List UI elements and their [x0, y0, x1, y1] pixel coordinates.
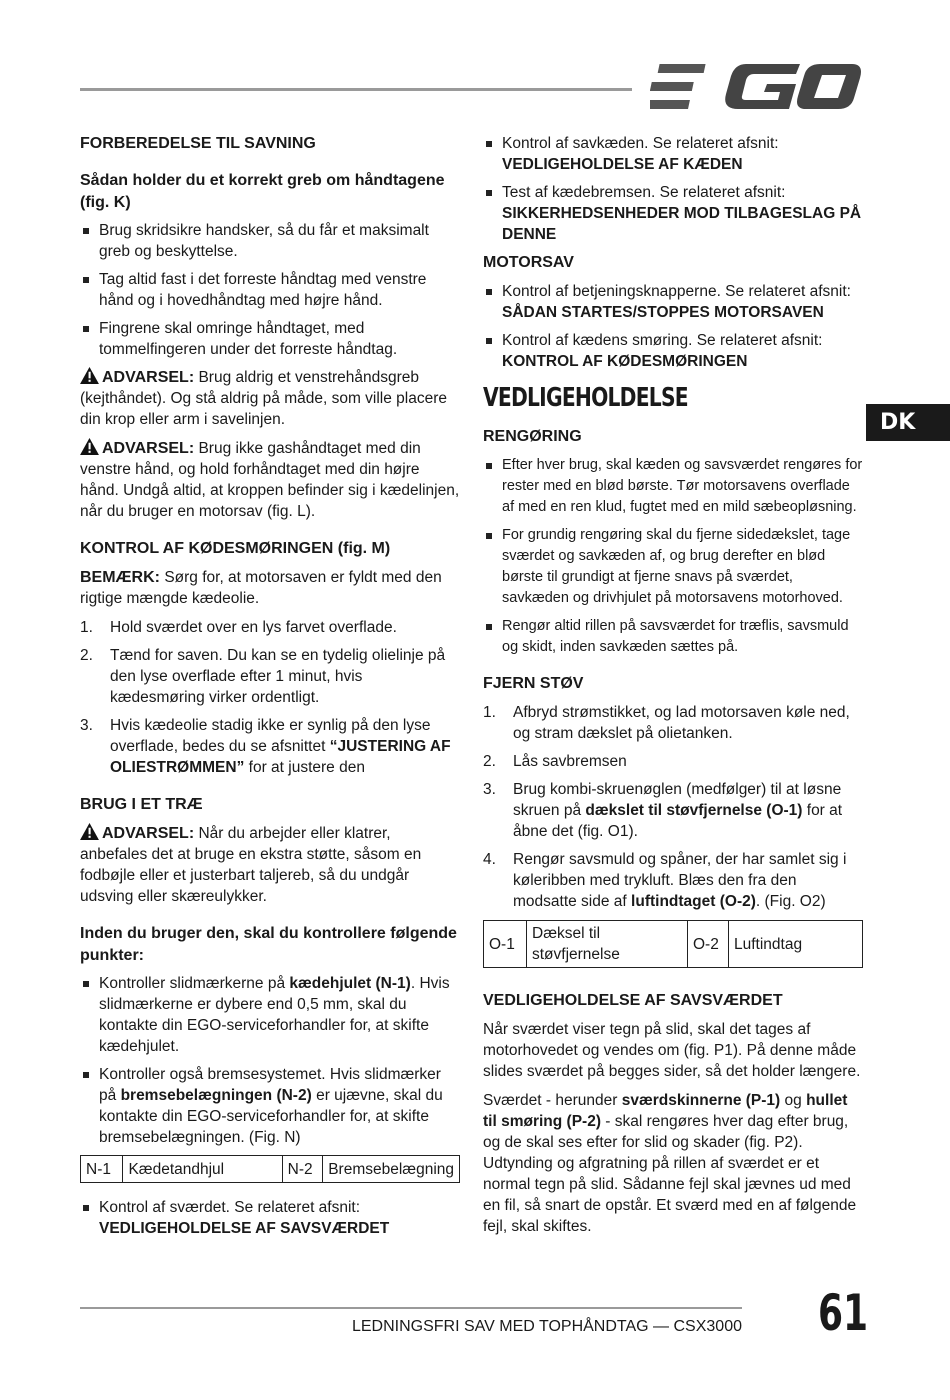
item-bold: VEDLIGEHOLDELSE AF SAVSVÆRDET — [99, 1220, 390, 1237]
section-heading-lube: KONTROL AF KØDESMØRINGEN (fig. M) — [80, 540, 391, 557]
list-item: Brug skridsikre handsker, så du får et maksimalt greb og beskyttelse. — [80, 220, 460, 262]
footer-rule — [80, 1307, 742, 1309]
section-heading-dust: FJERN STØV — [483, 675, 584, 692]
grip-list — [80, 220, 460, 360]
item-bold: VEDLIGEHOLDELSE AF KÆDEN — [502, 156, 743, 173]
right-column — [483, 133, 863, 1245]
step-text: Hvis kædeolie stadig ikke er synlig på den lyse overflade, bedes du se afsnittet — [110, 717, 431, 755]
note-block — [80, 567, 460, 609]
step-number: 1. — [80, 619, 93, 636]
warning-triangle-icon — [80, 823, 99, 840]
table-cell: O-2 — [688, 921, 729, 968]
step-number: 3. — [80, 717, 93, 734]
step-number: 3. — [483, 781, 496, 798]
step-text: Afbryd strømstikket, og lad motorsaven køle ned, og stram dækslet på olietanken. — [513, 704, 850, 742]
warning-block — [80, 367, 460, 430]
check-list — [80, 973, 460, 1148]
header-rule — [80, 88, 632, 91]
list-item — [483, 751, 863, 772]
item-text: Kontrol af kædens smøring. Se relateret afsnit: — [502, 332, 823, 349]
section-heading-clean: RENGØRING — [483, 428, 582, 445]
item-text: Kontrol af savkæden. Se relateret afsnit: — [502, 135, 779, 152]
para-bold: sværdskinnerne (P-1) — [621, 1092, 781, 1109]
table-cell: Luftindtag — [729, 921, 863, 968]
list-item: Rengør altid rillen på savsværdet for træflis, savsmuld og skidt, inden savkæden sættes på. — [483, 616, 863, 658]
warning-label: ADVARSEL: — [102, 825, 195, 842]
left-column — [80, 133, 460, 1246]
step-number: 2. — [483, 753, 496, 770]
list-item — [483, 281, 863, 323]
section-heading-bar: VEDLIGEHOLDELSE AF SAVSVÆRDET — [483, 992, 783, 1009]
list-item — [80, 1197, 460, 1239]
warning-label: ADVARSEL: — [102, 369, 195, 386]
step-text: . (Fig. O2) — [755, 893, 826, 910]
item-text: Kontroller også bremsesystemet. Hvis slidmærker på — [99, 1066, 441, 1104]
warning-label: ADVARSEL: — [102, 440, 195, 457]
footer-title: LEDNINGSFRI SAV MED TOPHÅNDTAG — CSX3000 — [351, 1318, 742, 1335]
list-item — [483, 779, 863, 842]
list-item — [80, 1064, 460, 1148]
step-number: 1. — [483, 704, 496, 721]
list-item — [483, 330, 863, 372]
para-text: - skal rengøres hver dag efter brug, og de skal ses efter for slid og skader (fig. P2). Udtynding og afgratning på rillen af sværdet er et normal tegn på slid. Sådanne fejl skal jævnes ud med en fil, så snart de opstår. Et sværd med en af følgende fejl, skal skiftes. — [483, 1113, 857, 1235]
dust-steps — [483, 702, 863, 912]
paragraph — [483, 1090, 863, 1237]
step-text: Rengør savsmuld og spåner, der har samlet sig i køleribben med trykluft. Blæs den fra den modsatte side af — [513, 851, 847, 910]
step-number: 4. — [483, 851, 496, 868]
step-text: Hold sværdet over en lys farvet overflade. — [110, 619, 397, 636]
item-text: . Hvis slidmærkerne er dybere end 0,5 mm, skal du kontakte din EGO-serviceforhandler for, at skifte kædehjulet. — [99, 975, 450, 1055]
table-row — [81, 1156, 460, 1183]
warning-triangle-icon — [80, 367, 99, 384]
list-item: For grundig rengøring skal du fjerne sidedækslet, tage sværdet og savkæden af, og brug derefter en blød børste til grundigt at fjerne snavs på sværdet, savkæden og drivhjulet på motorsavens motorhoved. — [483, 525, 863, 609]
item-text: Kontrol af sværdet. Se relateret afsnit: — [99, 1199, 361, 1216]
parts-table-n — [80, 1155, 460, 1183]
main-section-title: VEDLIGEHOLDELSE — [483, 383, 688, 413]
table-cell: N-2 — [282, 1156, 323, 1183]
table-cell: Dæksel til støvfjernelse — [527, 921, 688, 968]
step-text: Lås savbremsen — [513, 753, 627, 770]
table-cell: N-1 — [81, 1156, 123, 1183]
warning-block — [80, 438, 460, 522]
check-list-2 — [80, 1197, 460, 1239]
para-text: Sværdet - herunder — [483, 1092, 622, 1109]
para-bold: hullet til smøring (P-2) — [483, 1092, 848, 1130]
step-text: for at åbne det (fig. O1). — [513, 802, 843, 840]
subheading-check: Inden du bruger den, skal du kontrollere følgende punkter: — [80, 925, 457, 964]
table-cell: Bremsebelægning — [323, 1156, 460, 1183]
list-item — [80, 973, 460, 1057]
list-item — [483, 702, 863, 744]
warning-text: Når du arbejder eller klatrer, anbefales det at bruge en ekstra støtte, såsom en fodbøjle eller et justerbart taljereb, så du undgår udsving eller skæreulykker. — [80, 825, 422, 905]
table-cell: Kædetandhjul — [123, 1156, 282, 1183]
section-heading-tree: BRUG I ET TRÆ — [80, 796, 203, 813]
note-text: Sørg for, at motorsaven er fyldt med den rigtige mængde kædeolie. — [80, 569, 442, 607]
warning-block — [80, 823, 460, 907]
motorsav-list — [483, 281, 863, 372]
item-text: Kontroller slidmærkerne på — [99, 975, 290, 992]
step-reference: “JUSTERING AF OLIESTRØMMEN” — [110, 738, 451, 776]
parts-table-o — [483, 920, 863, 968]
list-item — [483, 133, 863, 175]
paragraph: Når sværdet viser tegn på slid, skal det tages af motorhovedet og vendes om (fig. P1). På denne måde slides sværdet på begges sider, så det holder længere. — [483, 1021, 861, 1080]
step-text: Tænd for saven. Du kan se en tydelig olielinje på den lyse overflade efter 1 minut, hvis kædesmøring virker ordentligt. — [110, 647, 446, 706]
para-text: og — [780, 1092, 807, 1109]
list-item — [80, 617, 460, 638]
item-text: Test af kædebremsen. Se relateret afsnit: — [502, 184, 786, 201]
list-item — [483, 182, 863, 245]
inspection-list — [483, 133, 863, 245]
step-bold: dækslet til støvfjernelse (O-1) — [585, 802, 803, 819]
note-label: BEMÆRK: — [80, 569, 160, 586]
warning-text: Brug ikke gashåndtaget med din venstre hånd, og hold forhåndtaget med din højre hånd. Undgå altid, at kroppen befinder sig i kædelinjen, når du bruger en motorsav (fig. L). — [80, 440, 460, 520]
item-bold: SIKKERHEDSENHEDER MOD TILBAGESLAG PÅ DENNE — [502, 205, 862, 243]
item-bold: SÅDAN STARTES/STOPPES MOTORSAVEN — [502, 304, 824, 321]
clean-list — [483, 455, 863, 658]
step-bold: luftindtaget (O-2) — [631, 893, 756, 910]
warning-triangle-icon — [80, 438, 99, 455]
table-row — [484, 921, 863, 968]
table-cell: O-1 — [484, 921, 527, 968]
list-item: Tag altid fast i det forreste håndtag med venstre hånd og i hovedhåndtag med højre hånd. — [80, 269, 460, 311]
step-text: for at justere den — [244, 759, 365, 776]
list-item: Efter hver brug, skal kæden og savsværdet rengøres for rester med en blød børste. Tør motorsavens overflade af med en ren klud, fugtet med en mild sæbeopløsning. — [483, 455, 863, 518]
list-item — [80, 715, 460, 778]
section-heading-prep: FORBEREDELSE TIL SAVNING — [80, 135, 316, 152]
warning-text: Brug aldrig et venstrehåndsgreb (kejthåndet). Og stå aldrig på måde, som ville placere din krop eller arm i savelinjen. — [80, 369, 448, 428]
lube-steps — [80, 617, 460, 778]
list-item — [483, 849, 863, 912]
language-tab: DK — [866, 404, 950, 441]
item-text: er ujævne, skal du kontakte din EGO-serviceforhandler for, at skifte bremsebelægningen. (Fig. N) — [99, 1087, 443, 1146]
step-text: Brug kombi-skruenøglen (medfølger) til at løsne skruen på — [513, 781, 842, 819]
item-bold: bremsebelægningen (N-2) — [120, 1087, 312, 1104]
list-item: Fingrene skal omringe håndtaget, med tommelfingeren under det forreste håndtag. — [80, 318, 460, 360]
section-heading-motorsav: MOTORSAV — [483, 254, 574, 271]
list-item — [80, 645, 460, 708]
subheading-grip: Sådan holder du et korrekt greb om håndtagene (fig. K) — [80, 172, 445, 211]
page-number: 61 — [818, 1284, 869, 1342]
item-bold: kædehjulet (N-1) — [289, 975, 411, 992]
ego-logo — [650, 62, 862, 112]
item-text: Kontrol af betjeningsknapperne. Se relateret afsnit: — [502, 283, 851, 300]
step-number: 2. — [80, 647, 93, 664]
item-bold: KONTROL AF KØDESMØRINGEN — [502, 353, 748, 370]
